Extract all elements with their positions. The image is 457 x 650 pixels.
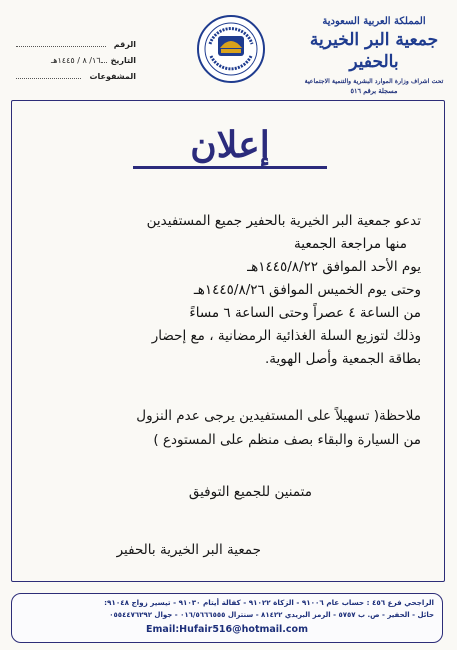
announcement-body [21, 210, 421, 371]
body-line: بطاقة الجمعية وأصل الهوية. [264, 351, 421, 367]
body-line: يوم الأحد الموافق ١٤٤٥/٨/٢٢هـ [247, 259, 421, 275]
announcement-note [21, 404, 421, 452]
attachments-dotted-line [16, 70, 81, 79]
date-field [16, 54, 136, 70]
society-emblem-icon [196, 14, 266, 84]
number-field [16, 38, 136, 54]
date-value: ١٦/ ٨ / ١٤٤٥هـ [50, 56, 101, 65]
supervision-line: تحت اشراف وزارة الموارد البشرية والتنمية الاجتماعية [304, 78, 444, 85]
society-name: جمعية البر الخيرية بالحفير [309, 30, 439, 72]
bank-accounts-line: الراجحي فرع ٤٥٦ : حساب عام ٩١٠٠٦ - الزكاة ٩١٠٢٢ - كفالة أيتام ٩١٠٣٠ - تيسير زواج ٩١٠٤٨: [104, 598, 434, 607]
date-label: التاريخ [110, 56, 136, 65]
number-dotted-line [16, 38, 106, 47]
body-line: وحتى يوم الخميس الموافق ١٤٤٥/٨/٢٦هـ [193, 282, 421, 298]
date-dotted-line [101, 54, 107, 63]
note-line: ملاحظة( تسهيلاً على المستفيدين يرجى عدم النزول [136, 408, 421, 424]
attachments-label: المشفوعات [89, 72, 136, 81]
number-label: الرقم [113, 40, 136, 49]
registration-line: مسجلة برقم ٥١٦ [350, 87, 398, 95]
contact-footer [11, 593, 443, 643]
body-line: من الساعة ٤ عصراً وحتى الساعة ٦ مساءً [189, 305, 421, 321]
reference-fields [16, 38, 136, 86]
signature: جمعية البر الخيرية بالحفير [116, 542, 261, 558]
body-line: منها مراجعة الجمعية [294, 236, 407, 252]
address-line: حائل - الحفير - ص. ب ٥٧٥٧ - الرمز البريدي ٨١٤٢٢ - سنترال ٠١٦/٥٦٦٦٥٥٥ - جوال ٠٥٥٤٤٧٦٢٩٢ [109, 611, 434, 619]
attachments-field [16, 70, 136, 86]
letterhead-title [299, 16, 449, 96]
body-line: وذلك لتوزيع السلة الغذائية الرمضانية ، مع إحضار [151, 328, 421, 344]
body-line: تدعو جمعية البر الخيرية بالحفير جميع المستفيدين [146, 213, 421, 229]
heading-underline [133, 166, 327, 169]
email-line: Email:Hufair516@hotmail.com [146, 624, 308, 635]
closing-wish: متمنين للجميع التوفيق [188, 484, 312, 500]
kingdom-name: المملكة العربية السعودية [322, 16, 426, 27]
note-line: من السيارة والبقاء بصف منظم على المستودع ) [153, 432, 421, 448]
announcement-heading: إعلان [190, 124, 270, 166]
